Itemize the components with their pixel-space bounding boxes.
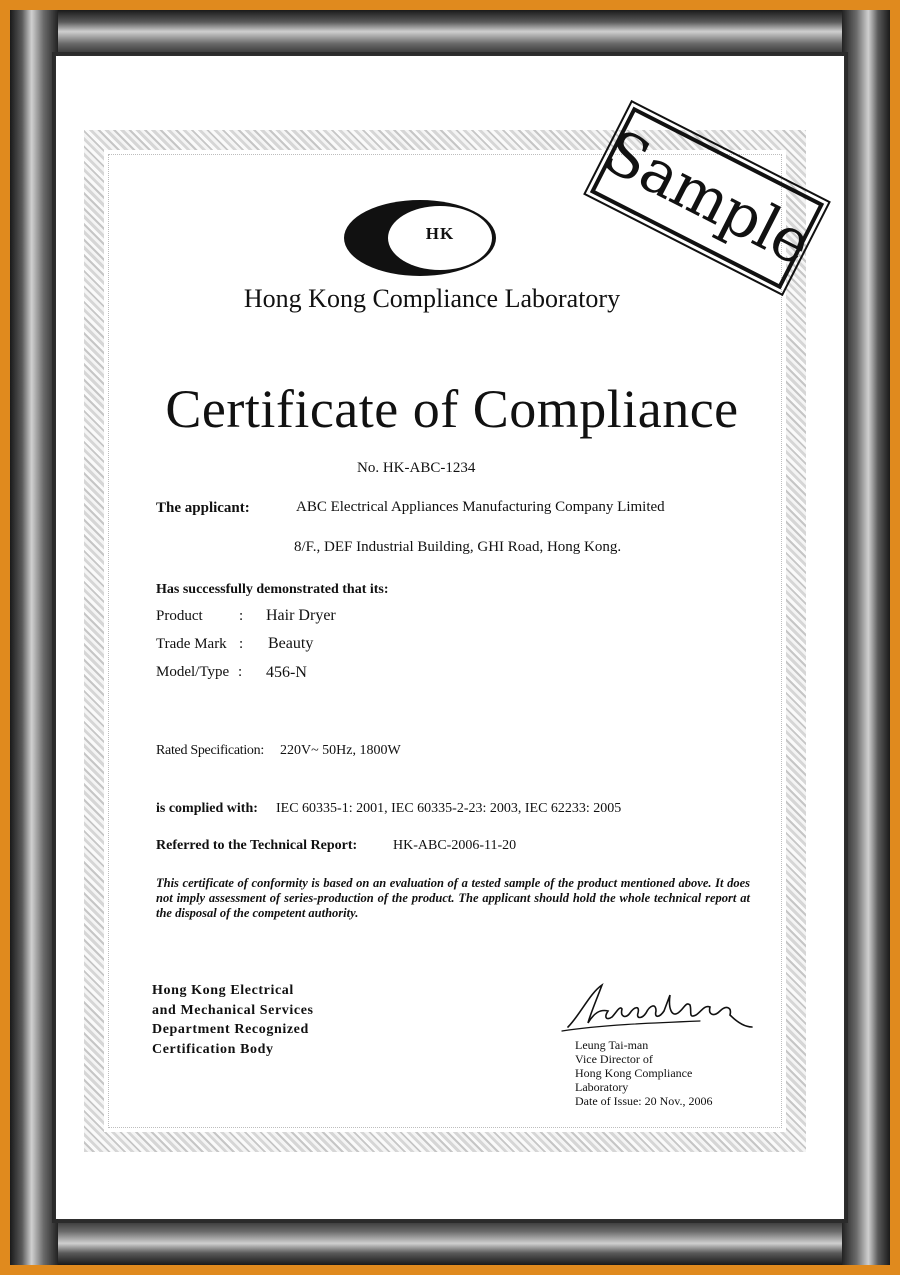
handwritten-signature [560, 975, 760, 1035]
logo-text: HK [425, 224, 455, 243]
product-colon: : [239, 608, 244, 624]
frame-left-molding [10, 10, 58, 1265]
trademark-label: Trade Mark [156, 636, 227, 652]
frame-bottom-molding [10, 1217, 890, 1265]
laboratory-name: Hong Kong Compliance Laboratory [243, 284, 621, 313]
applicant-name: ABC Electrical Appliances Manufacturing Company Limited [296, 499, 665, 515]
demonstrated-label: Has successfully demonstrated that its: [156, 582, 389, 597]
model-value: 456-N [266, 664, 307, 681]
frame-top-molding [10, 10, 890, 58]
recognized-body-line-4: Certification Body [152, 1041, 274, 1057]
complied-standards: IEC 60335-1: 2001, IEC 60335-2-23: 2003, IEC 62233: 2005 [276, 801, 622, 816]
rated-specification-label: Rated Specification: [156, 743, 264, 758]
technical-report-number: HK-ABC-2006-11-20 [393, 838, 517, 853]
technical-report-label: Referred to the Technical Report: [156, 838, 358, 853]
signatory-block [575, 1038, 713, 1108]
frame-right-molding [842, 10, 890, 1265]
date-of-issue: Date of Issue: 20 Nov., 2006 [575, 1094, 713, 1108]
complied-label: is complied with: [156, 801, 258, 816]
applicant-address: 8/F., DEF Industrial Building, GHI Road, Hong Kong. [294, 539, 622, 555]
recognized-body-line-2: and Mechanical Services [152, 1002, 314, 1018]
recognized-body-statement [152, 981, 324, 1059]
product-value: Hair Dryer [266, 607, 336, 624]
certificate-number: No. HK-ABC-1234 [357, 460, 476, 476]
signatory-title-line-1: Vice Director of [575, 1052, 653, 1066]
recognized-body-line-1: Hong Kong Electrical [152, 983, 294, 998]
model-colon: : [238, 664, 243, 680]
applicant-label: The applicant: [156, 500, 250, 516]
model-label: Model/Type [156, 664, 230, 680]
product-label: Product [156, 608, 203, 624]
rated-specification-value: 220V~ 50Hz, 1800W [280, 743, 401, 758]
conformity-disclaimer: This certificate of conformity is based on an evaluation of a tested sample of the product mentioned above. It does not imply assessment of series-production of the product. The applicant should hold the whole technical report at the disposal of the competent authority. [156, 876, 750, 920]
certificate-title: Certificate of Compliance [165, 379, 739, 439]
recognized-body-line-3: Department Recognized [152, 1022, 309, 1037]
hk-logo [344, 200, 496, 276]
trademark-colon: : [239, 636, 244, 652]
signatory-title-line-2: Hong Kong Compliance [575, 1066, 693, 1080]
trademark-value: Beauty [268, 635, 314, 652]
sample-stamp-text: Sample [592, 116, 822, 280]
signatory-title-line-3: Laboratory [575, 1080, 629, 1094]
signatory-name: Leung Tai-man [575, 1038, 649, 1052]
